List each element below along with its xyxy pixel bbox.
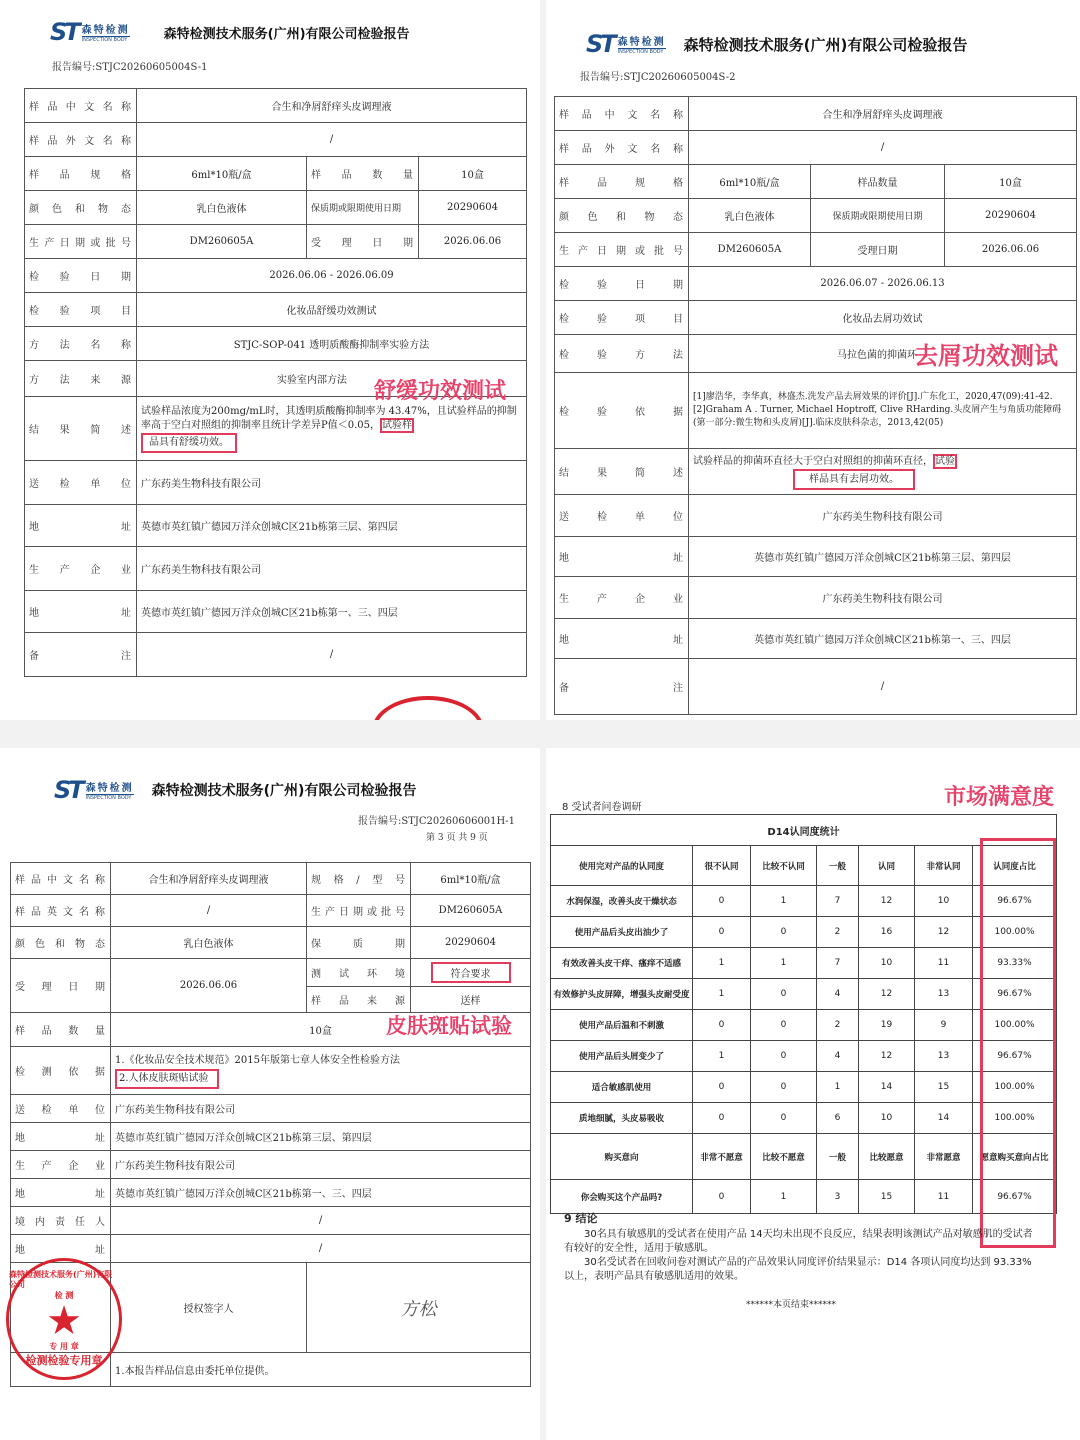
cell: 19 [859,1010,915,1041]
logo-mark-icon: ST [586,30,614,58]
cell: 16 [859,917,915,948]
test-date: 2026.06.07 - 2026.06.13 [689,267,1077,301]
sample-name-cn: 合生和净屑舒痒头皮调理液 [689,97,1077,131]
cell: 9 [915,1010,973,1041]
label: 样品外文名称 [555,131,689,165]
company-logo [54,776,134,804]
label: 保质期或限期使用日期 [307,191,419,225]
label: 送检单位 [11,1095,111,1123]
cell: 0 [693,1072,751,1103]
cell: 14 [915,1103,973,1134]
report-header [54,776,416,804]
test-env: 符合要求 [431,962,511,983]
sample-expiry: 20290604 [945,199,1077,233]
col-header: 非常认同 [915,846,973,886]
label: 地址 [555,619,689,659]
result-text: 试验样品的抑菌环直径大于空白对照组的抑菌环直径， [693,455,933,467]
label: 送检单位 [25,461,137,505]
seal-text: 检 测 [54,1291,74,1300]
responsible-address: / [111,1235,531,1263]
result-summary [689,449,1077,495]
label: 生产企业 [25,547,137,591]
cell: 13 [915,1041,973,1072]
test-date: 2026.06.06 - 2026.06.09 [137,259,527,293]
label: 生产日期或批号 [25,225,137,259]
label: 境内责任人 [11,1207,111,1235]
label: 检测依据 [11,1047,111,1095]
sample-batch: DM260605A [411,895,531,927]
manufacturer-address: 英德市英红镇广德园万洋众创城C区21b栋第一、三、四层 [111,1179,531,1207]
cell: 0 [693,1103,751,1134]
sample-qty: 10盒 [419,157,527,191]
annotation-tag: 去屑功效测试 [914,342,1058,370]
cell: 11 [915,948,973,979]
cell: 14 [859,1072,915,1103]
label: 检验日期 [25,259,137,293]
label: 样品数量 [11,1013,111,1047]
method-source: 实验室内部方法 [137,361,527,397]
test-item: 化妆品舒缓功效测试 [137,293,527,327]
label: 地址 [555,537,689,577]
test-env-cell [411,959,531,987]
manufacturer: 广东药美生物科技有限公司 [137,547,527,591]
cell: 0 [693,1010,751,1041]
cell: 96.67% [973,979,1057,1010]
report-header [586,30,967,58]
accept-date: 2026.06.06 [111,959,307,1013]
col-header: 认同度占比 [973,846,1057,886]
col-header: 比较不认同 [751,846,817,886]
signature-cell [307,1263,531,1353]
sample-spec: 6ml*10瓶/盒 [137,157,307,191]
label: 结果简述 [25,397,137,461]
col-header: 非常不愿意 [693,1134,751,1180]
sample-name-en: / [137,123,527,157]
label: 保质期或限期使用日期 [811,199,945,233]
cell: 6 [817,1103,859,1134]
label: 地址 [11,1123,111,1151]
basis-item: [2]Graham A . Turner, Michael Hoptroff, Clive RHarding.头皮屑产生与角质功能障碍(第一部分:微生物和头皮屑)[J].临床皮肤科杂志，2013,42(05) [693,405,1062,428]
label: 样品中文名称 [555,97,689,131]
logo-sub: INSPECTION BODY [82,36,130,43]
label: 地址 [25,591,137,633]
sample-color: 乳白色液体 [689,199,811,233]
cell: 0 [751,1010,817,1041]
test-method: 马拉色菌的抑菌环 [689,335,1077,373]
highlight-column [980,838,1056,1248]
result-summary [137,397,527,461]
remarks: / [689,659,1077,715]
cell: 12 [859,979,915,1010]
cell: 0 [751,1041,817,1072]
cell: 7 [817,948,859,979]
cell: 10 [859,948,915,979]
cell: 2 [817,1010,859,1041]
conclusion-text: 30名具有敏感肌的受试者在使用产品 14天均未出现不良反应，结果表明该测试产品对敏感肌的受试者有较好的安全性，适用于敏感肌。 [564,1229,1033,1254]
cell: 10 [915,886,973,917]
survey-panel [546,748,1080,1440]
section-title: 8 受试者问卷调研 [562,802,642,813]
cell: 1 [751,948,817,979]
annotation-tag: 皮肤斑贴试验 [386,1014,512,1038]
seal-text: 检测检验专用章 [25,1354,103,1367]
label: 地址 [11,1179,111,1207]
label: 授权签字人 [111,1263,307,1353]
sample-qty: 10盒 [945,165,1077,199]
label: 送检单位 [555,495,689,537]
basis-item: 1.《化妆品安全技术规范》2015年版第七章人体安全性检验方法 [115,1054,400,1066]
label: 地址 [25,505,137,547]
cell: 0 [751,1072,817,1103]
label: 受理日期 [811,233,945,267]
cell: 4 [817,979,859,1010]
report-title: 森特检测技术服务(广州)有限公司检验报告 [151,783,417,799]
col-header: 一般 [817,1134,859,1180]
sample-spec: 6ml*10瓶/盒 [411,863,531,895]
label: 方法来源 [25,361,137,397]
company-logo [50,18,130,46]
logo-mark-icon: ST [50,18,78,46]
report-title: 森特检测技术服务(广州)有限公司检验报告 [163,26,410,42]
cell: 1 [751,886,817,917]
label: 样品规格 [555,165,689,199]
cell: 15 [859,1180,915,1214]
label: 受理日期 [11,959,111,1013]
label: 生产企业 [555,577,689,619]
label: 测试环境 [307,959,411,987]
cell: 1 [693,979,751,1010]
cell: 13 [915,979,973,1010]
logo-sub: INSPECTION BODY [618,48,666,55]
sample-spec: 6ml*10瓶/盒 [689,165,811,199]
row-label: 有效改善头皮干痒、瘙痒不适感 [551,948,693,979]
label: 规格/型号 [307,863,411,895]
logo-sub: INSPECTION BODY [86,794,134,801]
cell: 0 [751,917,817,948]
label: 备注 [25,633,137,677]
row-label: 使用产品后头屑变少了 [551,1041,693,1072]
report-number: 报告编号:STJC20260605004S-2 [580,72,736,83]
sample-name-en: / [689,131,1077,165]
domestic-responsible: / [111,1207,531,1235]
test-basis [689,373,1077,449]
report-title: 森特检测技术服务(广州)有限公司检验报告 [683,35,968,54]
sample-source: 送样 [411,987,531,1013]
cell: 1 [693,1041,751,1072]
company-logo [586,30,666,58]
label: 样品中文名称 [25,89,137,123]
cell: 93.33% [973,948,1057,979]
cell: 100.00% [973,917,1057,948]
label: 生产日期或批号 [307,895,411,927]
conclusion-title: 9 结论 [564,1212,598,1225]
col-header: 愿意购买意向占比 [973,1134,1057,1180]
client: 广东药美生物科技有限公司 [137,461,527,505]
label: 样品英文名称 [11,895,111,927]
label: 检验依据 [555,373,689,449]
sample-color: 乳白色液体 [137,191,307,225]
result-highlight: 品具有舒缓功效。 [141,433,237,453]
label: 样品规格 [25,157,137,191]
report-panel-3 [0,748,540,1440]
test-basis [111,1047,531,1095]
signature: 方松 [400,1298,437,1320]
seal-text: 专 用 章 [49,1342,79,1351]
client-address: 英德市英红镇广德园万洋众创城C区21b栋第三层、第四层 [137,505,527,547]
sample-expiry: 20290604 [411,927,531,959]
cell: 1 [751,1180,817,1214]
test-method: STJC-SOP-041 透明质酸酶抑制率实验方法 [137,327,527,361]
row-label: 水润保湿，改善头皮干燥状态 [551,886,693,917]
sample-expiry: 20290604 [419,191,527,225]
label: 样品数量 [307,157,419,191]
label: 样品来源 [307,987,411,1013]
remarks: / [137,633,527,677]
label: 方法名称 [25,327,137,361]
sample-name-cn: 合生和净屑舒痒头皮调理液 [111,863,307,895]
official-seal [6,1258,122,1380]
label: 颜色和物态 [25,191,137,225]
result-highlight: 试验样 [382,419,412,431]
cell: 2 [817,917,859,948]
row-label: 适合敏感肌使用 [551,1072,693,1103]
label: 检验项目 [555,301,689,335]
star-icon: ★ [46,1298,82,1344]
accept-date: 2026.06.06 [945,233,1077,267]
cell: 11 [915,1180,973,1214]
cell: 96.67% [973,886,1057,917]
manufacturer-address: 英德市英红镇广德园万洋众创城C区21b栋第一、三、四层 [137,591,527,633]
logo-name: 森特检测 [81,25,130,36]
survey-table-title: D14认同度统计 [551,815,1057,846]
row-label: 质地细腻，头皮易吸收 [551,1103,693,1134]
label: 地址 [11,1235,111,1263]
col-header: 认同 [859,846,915,886]
label: 检验项目 [25,293,137,327]
manufacturer: 广东药美生物科技有限公司 [111,1151,531,1179]
sample-name-en: / [111,895,307,927]
label: 样品数量 [811,165,945,199]
label: 受理日期 [307,225,419,259]
cell: 12 [859,1041,915,1072]
cell: 100.00% [973,1072,1057,1103]
report-header [50,18,410,46]
col-header: 一般 [817,846,859,886]
label: 颜色和物态 [555,199,689,233]
page-end: ******本页结束****** [746,1300,837,1310]
result-highlight: 样品具有去屑功效。 [793,469,915,490]
sample-batch: DM260605A [689,233,811,267]
cell: 0 [693,1180,751,1214]
label: 保质期 [307,927,411,959]
cell: 1 [693,948,751,979]
row-label: 使用产品后头皮出油少了 [551,917,693,948]
basis-item: [1]廖浩华，李华真，林盛杰.洗发产品去屑效果的评价[J].广东化工，2020,47(09):41-42. [693,392,1053,402]
cell: 12 [859,886,915,917]
col-header: 很不认同 [693,846,751,886]
col-header: 非常愿意 [915,1134,973,1180]
annotation-tag: 市场满意度 [944,785,1055,810]
label: 样品中文名称 [11,863,111,895]
client: 广东药美生物科技有限公司 [689,495,1077,537]
cell: 3 [817,1180,859,1214]
sample-batch: DM260605A [137,225,307,259]
seal-text: 森特检测技术服务(广州)有限公司 [9,1270,113,1289]
sample-qty: 10盒 [111,1013,531,1047]
result-text: 试验样品浓度为200mg/mL时，其透明质酸酶抑制率为 43.47%，且试验样品的抑制率高于空白对照组的抑制率且统计学差异P值＜0.05， [141,405,517,431]
manufacturer: 广东药美生物科技有限公司 [689,577,1077,619]
col-header: 比较不愿意 [751,1134,817,1180]
basis-highlight: 2.人体皮肤斑贴试验 [115,1069,219,1089]
cell: 4 [817,1041,859,1072]
cell: 100.00% [973,1010,1057,1041]
report-number: 报告编号:STJC20260606001H-1 [358,816,515,827]
cell: 0 [751,979,817,1010]
page-number: 第 3 页 共 9 页 [426,833,488,843]
report-number: 报告编号:STJC20260605004S-1 [52,62,208,73]
label: 生产企业 [11,1151,111,1179]
col-header: 使用完对产品的认同度 [551,846,693,886]
result-highlight: 试验 [935,455,955,467]
label: 样品外文名称 [25,123,137,157]
annotation-tag: 舒缓功效测试 [374,379,507,404]
conclusion-text: 30名受试者在回收问卷对测试产品的产品效果认同度评价结果显示：D14 各项认同度均达到 93.33%以上，表明产品具有敏感肌适用的效果。 [564,1257,1032,1282]
cell: 0 [751,1103,817,1134]
label: 检验方法 [555,335,689,373]
row-label: 有效修护头皮屏障，增强头皮耐受度 [551,979,693,1010]
accept-date: 2026.06.06 [419,225,527,259]
label: 结果简述 [555,449,689,495]
manufacturer-address: 英德市英红镇广德园万洋众创城C区21b栋第一、三、四层 [689,619,1077,659]
logo-name: 森特检测 [85,783,134,794]
row-label: 使用产品后温和不刺激 [551,1010,693,1041]
cell: 0 [693,917,751,948]
row-label: 你会购买这个产品吗? [551,1180,693,1214]
report-panel-1 [0,0,540,720]
cell: 7 [817,886,859,917]
client-address: 英德市英红镇广德园万洋众创城C区21b栋第三层、第四层 [689,537,1077,577]
label: 生产日期或批号 [555,233,689,267]
cell: 96.67% [973,1041,1057,1072]
client-address: 英德市英红镇广德园万洋众创城C区21b栋第三层、第四层 [111,1123,531,1151]
label: 颜色和物态 [11,927,111,959]
col-header: 比较愿意 [859,1134,915,1180]
label: 检验日期 [555,267,689,301]
report-panel-2 [546,0,1080,720]
cell: 0 [693,886,751,917]
seal-partial [372,696,484,720]
cell: 96.67% [973,1180,1057,1214]
cell: 10 [859,1103,915,1134]
label: 备注 [555,659,689,715]
client: 广东药美生物科技有限公司 [111,1095,531,1123]
col-header: 购买意向 [551,1134,693,1180]
footnote: 1.本报告样品信息由委托单位提供。 [111,1353,531,1387]
logo-name: 森特检测 [617,37,666,48]
sample-name-cn: 合生和净屑舒痒头皮调理液 [137,89,527,123]
test-item: 化妆品去屑功效试 [689,301,1077,335]
cell: 12 [915,917,973,948]
logo-mark-icon: ST [54,776,82,804]
sample-color: 乳白色液体 [111,927,307,959]
cell: 15 [915,1072,973,1103]
cell: 1 [817,1072,859,1103]
cell: 100.00% [973,1103,1057,1134]
report-table [554,96,1077,715]
